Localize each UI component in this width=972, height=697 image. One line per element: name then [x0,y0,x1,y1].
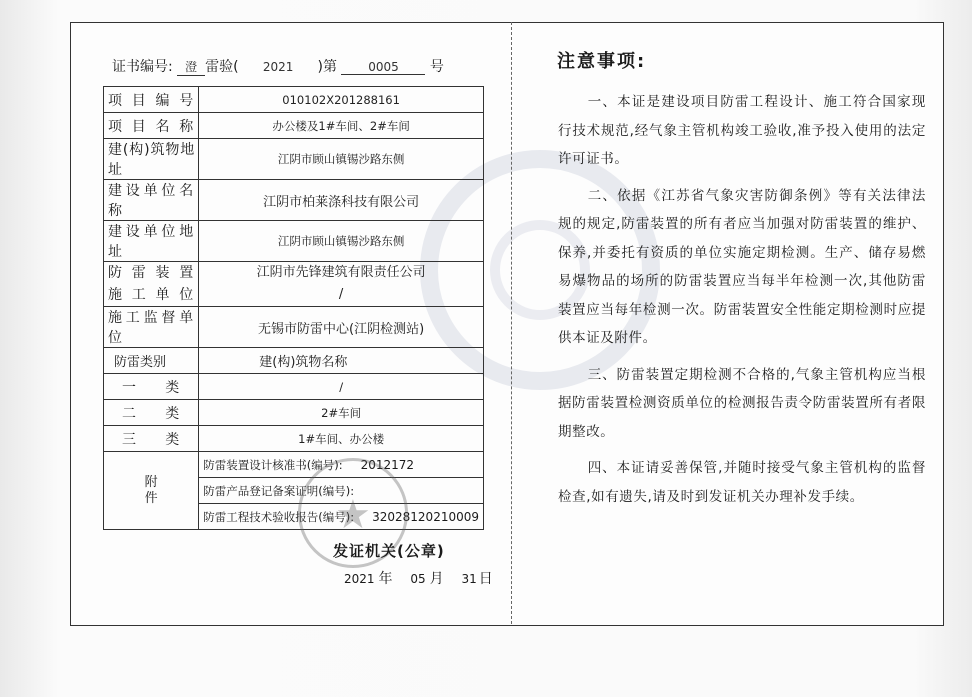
table-row [104,221,484,262]
cert-prefix: 澄 [177,58,205,76]
project-number-value: 010102X201288161 [199,87,484,113]
date-month-unit: 月 [429,571,444,587]
table-row [104,180,484,221]
row-label: 项目编号 [104,87,199,113]
note-item: 四、本证请妥善保管,并随时接受气象主管机构的监督检查,如有遗失,请及时到发证机关办理补发手续。 [558,460,926,505]
building-address-value: 江阴市顾山镇锡沙路东侧 [199,139,484,180]
table-row [104,348,484,374]
category-value: 2#车间 [199,400,484,426]
category-label: 三类 [104,426,199,452]
attachments-label [104,452,199,530]
certificate-number [112,56,444,76]
stamp-star-icon: ★ [335,492,371,538]
table-row [104,113,484,139]
table-row [104,87,484,113]
row-label: 建(构)筑物地址 [104,139,199,180]
attachment-text: 防雷产品登记备案证明(编号): [203,483,355,498]
row-label-line: 施工单位 [108,287,195,303]
category-head-value: 建(构)筑物名称 [199,348,484,374]
category-value: 1#车间、办公楼 [199,426,484,452]
date-day-unit: 日 [478,571,493,587]
date-year-unit: 年 [378,571,393,587]
cert-mid: )第 [317,59,338,75]
note-item: 一、本证是建设项目防雷工程设计、施工符合国家现行技术规范,经气象主管机构竣工验收,准予投入使用的法定许可证书。 [558,94,926,167]
category-value: / [199,374,484,400]
supervision-unit-value: 无锡市防雷中心(江阴检测站) [199,307,484,348]
attachment-number: 2012172 [360,457,415,472]
attachment-number: 32028120210009 [372,509,479,524]
table-row [104,452,484,478]
table-row [104,374,484,400]
issue-date [344,568,493,588]
category-label: 一类 [104,374,199,400]
row-label: 建设单位名称 [104,180,199,221]
attachment-text: 防雷装置设计核准书(编号): [203,457,343,472]
note-item: 二、依据《江苏省气象灾害防御条例》等有关法律法规的规定,防雷装置的所有者应当加强对防雷装置的维护、保养,并委托有资质的单位实施定期检测。生产、储存易燃易爆物品的场所的防雷装置应当每半年检测一次,其他防雷装置应当每年检测一次。防雷装置安全性能定期检测时应提供本证及附件。 [558,187,926,346]
cert-year: 2021 [262,60,294,74]
table-row [104,400,484,426]
cert-type: 雷验( [205,59,239,75]
note-item: 三、防雷装置定期检测不合格的,气象主管机构应当根据防雷装置检测资质单位的检测报告责令防雷装置所有者限期整改。 [558,366,926,440]
category-head-label: 防雷类别 [104,348,199,374]
project-name-value: 办公楼及1#车间、2#车间 [199,113,484,139]
attachment-text: 防雷工程技术验收报告(编号): [203,509,355,524]
cert-number-label: 证书编号: [112,59,173,75]
row-label-line: 防雷装置 [108,265,195,281]
cert-serial: 0005 [341,60,425,75]
table-row [104,426,484,452]
cert-suffix: 号 [429,59,444,75]
builder-address-value: 江阴市顾山镇锡沙路东侧 [199,221,484,262]
construction-unit-label [104,262,199,307]
attachments-label-text: 附件 [144,474,158,506]
date-year: 2021 [344,572,375,586]
fold-line [511,22,512,624]
notes-title: 注意事项: [557,51,647,72]
category-label: 二类 [104,400,199,426]
date-day: 31 [461,572,477,586]
notes-body [558,88,926,519]
row-label: 项目名称 [104,113,199,139]
table-row [104,307,484,348]
construction-unit-extra: / [338,287,344,302]
table-row [104,139,484,180]
builder-name-value: 江阴市柏莱涤科技有限公司 [199,180,484,221]
construction-unit-value [199,262,484,307]
row-label: 建设单位地址 [104,221,199,262]
row-label: 施工监督单位 [104,307,199,348]
issuing-authority: 发证机关(公章) [333,542,445,560]
certificate-info-table [103,86,484,530]
date-month: 05 [410,572,426,586]
table-row [104,262,484,307]
construction-unit-name: 江阴市先锋建筑有限责任公司 [256,265,426,280]
